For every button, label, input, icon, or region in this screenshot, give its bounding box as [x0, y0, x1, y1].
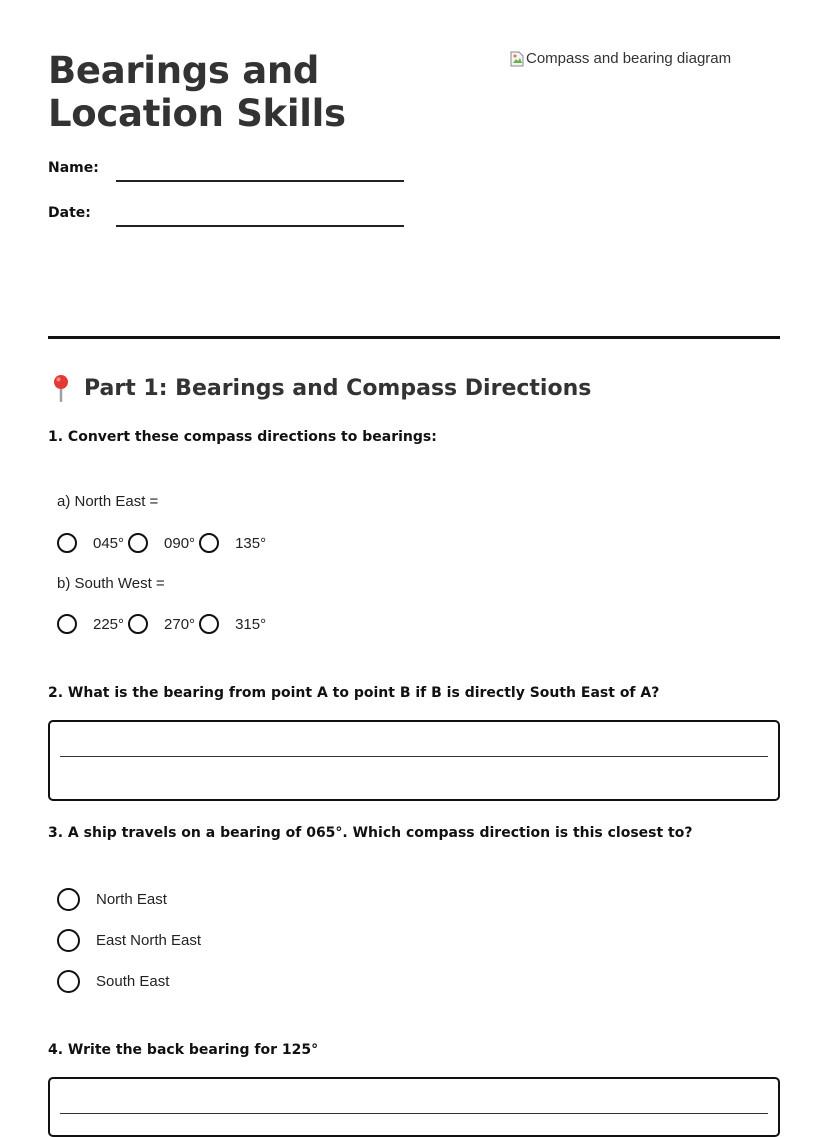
radio-button[interactable]: [57, 614, 77, 634]
answer-box-4[interactable]: [48, 1077, 780, 1137]
section-divider: [48, 336, 780, 339]
option-1b-1[interactable]: [57, 614, 128, 634]
radio-button[interactable]: [57, 970, 80, 993]
question-3: 3. A ship travels on a bearing of 065°. Which compass direction is this closest to?: [48, 825, 693, 841]
radio-button[interactable]: [199, 533, 219, 553]
option-label: East North East: [96, 932, 202, 949]
answer-box-2[interactable]: [48, 720, 780, 801]
option-3-1[interactable]: [57, 888, 167, 911]
answer-line: [60, 756, 768, 757]
question-1b-label: b) South West =: [57, 575, 165, 592]
option-label: 225°: [93, 615, 125, 633]
option-1a-1[interactable]: [57, 533, 128, 553]
question-1: 1. Convert these compass directions to bearings:: [48, 429, 437, 445]
name-label: Name:: [48, 160, 99, 176]
question-2: 2. What is the bearing from point A to point B if B is directly South East of A?: [48, 685, 660, 701]
option-label: 270°: [164, 615, 196, 633]
compass-diagram-image: [510, 50, 731, 67]
radio-button[interactable]: [128, 614, 148, 634]
option-label: South East: [96, 973, 170, 990]
question-4: 4. Write the back bearing for 125°: [48, 1042, 319, 1058]
section-1-title: [48, 374, 591, 402]
page-title: Bearings and Location Skills: [48, 49, 346, 135]
date-field[interactable]: [116, 225, 404, 227]
option-1a-2[interactable]: [128, 533, 199, 553]
question-1b-options: [57, 614, 270, 634]
section-1-title-text: Part 1: Bearings and Compass Directions: [84, 375, 592, 401]
option-3-2[interactable]: [57, 929, 201, 952]
option-label: 090°: [164, 534, 196, 552]
option-3-3[interactable]: [57, 970, 169, 993]
pin-icon: [48, 374, 74, 402]
radio-button[interactable]: [57, 533, 77, 553]
option-label: 315°: [235, 615, 267, 633]
image-alt-text: Compass and bearing diagram: [526, 50, 732, 67]
question-1a-options: [57, 533, 270, 553]
question-1a-label: a) North East =: [57, 493, 159, 510]
option-1b-2[interactable]: [128, 614, 199, 634]
option-1b-3[interactable]: [199, 614, 270, 634]
radio-button[interactable]: [128, 533, 148, 553]
radio-button[interactable]: [57, 888, 80, 911]
broken-image-icon: [510, 51, 524, 67]
option-label: North East: [96, 891, 167, 908]
radio-button[interactable]: [199, 614, 219, 634]
option-label: 135°: [235, 534, 267, 552]
answer-line: [60, 1113, 768, 1114]
radio-button[interactable]: [57, 929, 80, 952]
name-field[interactable]: [116, 180, 404, 182]
option-1a-3[interactable]: [199, 533, 270, 553]
option-label: 045°: [93, 534, 125, 552]
date-label: Date:: [48, 205, 91, 221]
